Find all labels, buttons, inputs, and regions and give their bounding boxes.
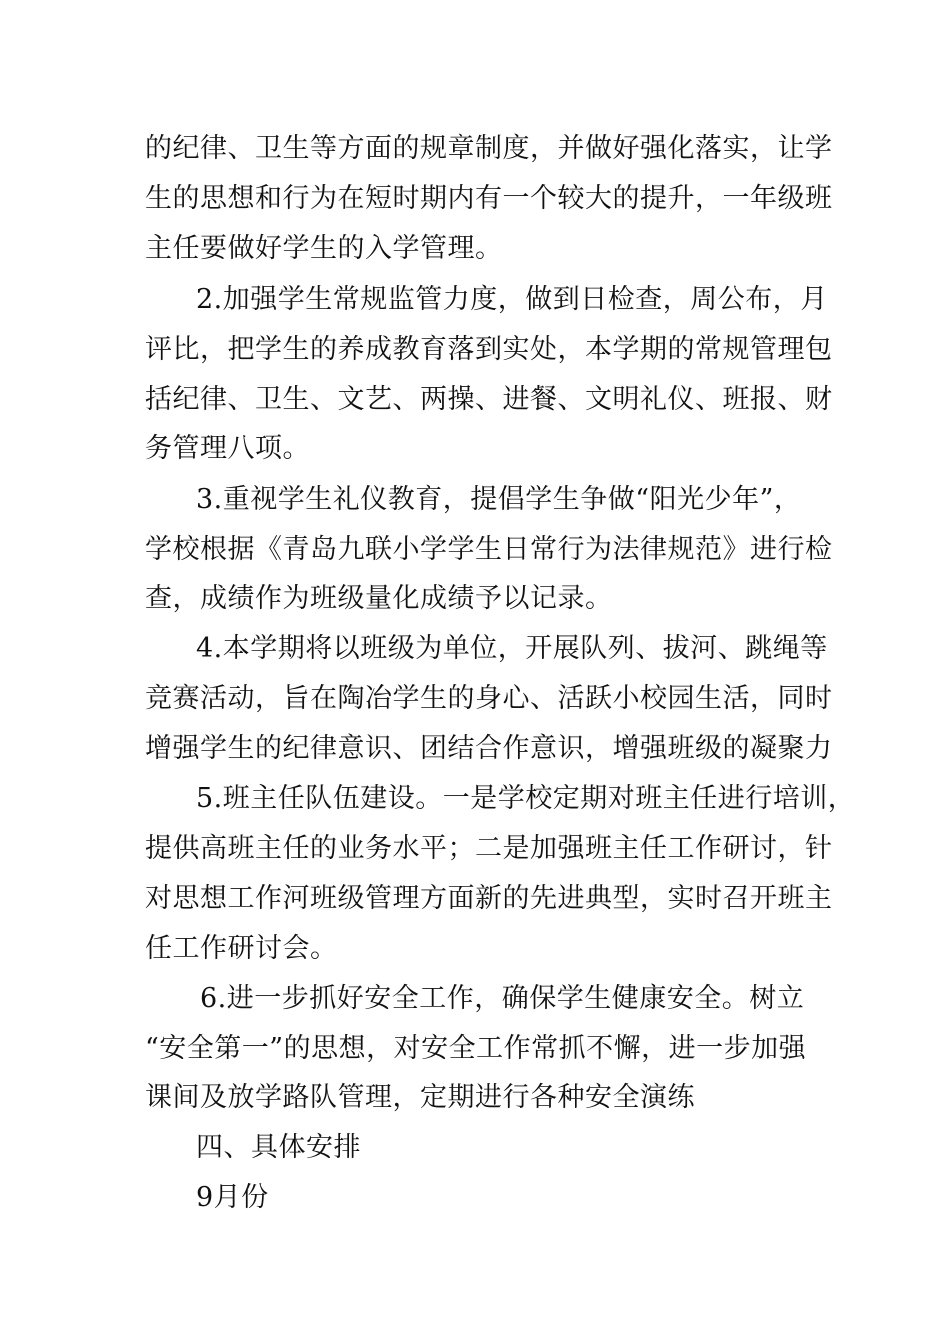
paragraph-line: 任工作研讨会。: [145, 933, 338, 964]
paragraph-line: 主任要做好学生的入学管理。: [145, 233, 503, 264]
paragraph-line: “安全第一”的思想，对安全工作常抓不懈，进一步加强: [145, 1033, 807, 1064]
paragraph-line: 2.加强学生常规监管力度，做到日检查，周公布，月: [196, 284, 828, 315]
paragraph-line: 务管理八项。: [145, 433, 310, 464]
paragraph-line: 提供高班主任的业务水平；二是加强班主任工作研讨，针: [145, 833, 833, 864]
paragraph-line: 的纪律、卫生等方面的规章制度，并做好强化落实，让学: [145, 133, 833, 164]
paragraph-line: 课间及放学路队管理，定期进行各种安全演练: [145, 1082, 695, 1113]
paragraph-line: 查，成绩作为班级量化成绩予以记录。: [145, 583, 613, 614]
paragraph-line: 3.重视学生礼仪教育，提倡学生争做“阳光少年”，: [196, 484, 802, 515]
section-heading: 四、具体安排: [196, 1132, 361, 1163]
paragraph-line: 学校根据《青岛九联小学学生日常行为法律规范》进行检: [145, 534, 833, 565]
paragraph-line: 6.进一步抓好安全工作，确保学生健康安全。树立: [200, 983, 805, 1014]
paragraph-line: 对思想工作河班级管理方面新的先进典型，实时召开班主: [145, 883, 833, 914]
paragraph-line: 生的思想和行为在短时期内有一个较大的提升，一年级班: [145, 183, 833, 214]
paragraph-line: 5.班主任队伍建设。一是学校定期对班主任进行培训，: [196, 783, 856, 814]
paragraph-line: 评比，把学生的养成教育落到实处，本学期的常规管理包: [145, 334, 833, 365]
paragraph-line: 4.本学期将以班级为单位，开展队列、拔河、跳绳等: [196, 633, 828, 664]
subsection-heading: 9月份: [196, 1182, 269, 1213]
paragraph-line: 竞赛活动，旨在陶冶学生的身心、活跃小校园生活，同时: [145, 683, 833, 714]
paragraph-line: 增强学生的纪律意识、团结合作意识，增强班级的凝聚力: [145, 733, 833, 764]
paragraph-line: 括纪律、卫生、文艺、两操、进餐、文明礼仪、班报、财: [145, 384, 833, 415]
